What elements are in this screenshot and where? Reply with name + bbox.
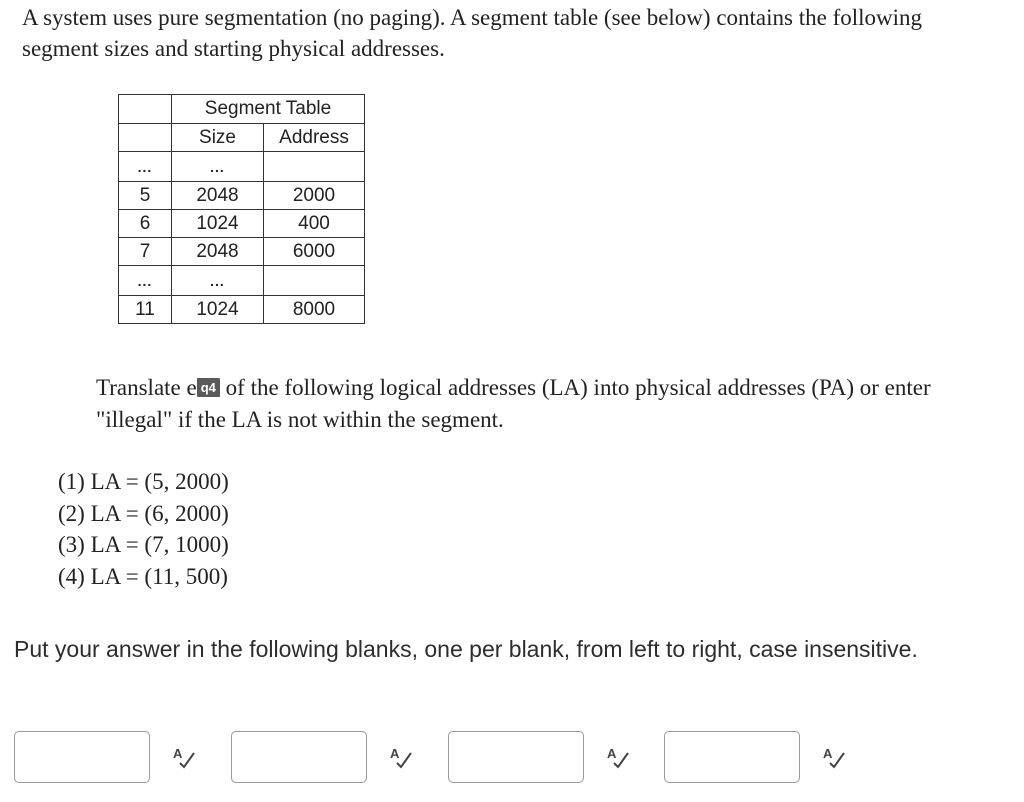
table-cell-size: 1024: [172, 296, 264, 324]
svg-text:A: A: [390, 746, 400, 761]
table-row: [119, 182, 365, 210]
svg-text:A: A: [823, 746, 833, 761]
logical-address-list: [58, 466, 229, 592]
list-item: (2) LA = (6, 2000): [58, 500, 229, 526]
table-header-size: Size: [172, 124, 264, 152]
svg-text:A: A: [607, 746, 617, 761]
table-cell-address: 400: [264, 210, 365, 238]
question-text: [96, 372, 996, 436]
table-cell-segment: 6: [119, 210, 172, 238]
table-cell-segment: ...: [137, 272, 153, 289]
table-row: [119, 238, 365, 266]
table-cell-size: ...: [210, 272, 225, 289]
spell-check-icon[interactable]: [389, 745, 413, 769]
spell-check-icon[interactable]: [606, 745, 630, 769]
spell-check-icon[interactable]: [822, 745, 846, 769]
table-cell-size: 1024: [172, 210, 264, 238]
table-cell-segment: ...: [137, 158, 153, 175]
table-header-address: Address: [264, 124, 365, 152]
table-row: [119, 210, 365, 238]
question-suffix: of the following logical addresses (LA) into physical addresses (PA) or enter "illegal" if the LA is not within the segment.: [96, 375, 931, 432]
question-prefix: Translate: [96, 375, 187, 400]
table-row: [119, 296, 365, 324]
list-item: (3) LA = (7, 1000): [58, 532, 229, 557]
table-title: Segment Table: [172, 95, 365, 124]
answer-input-2[interactable]: [231, 731, 367, 783]
answer-input-1[interactable]: [14, 731, 150, 783]
table-cell-segment: 11: [119, 296, 172, 324]
table-cell-address: 6000: [264, 238, 365, 266]
table-cell-address: [264, 266, 365, 296]
table-row: [119, 266, 365, 296]
table-cell-address: 2000: [264, 182, 365, 210]
question-partial-char: e: [186, 375, 197, 400]
table-cell-size: 2048: [172, 238, 264, 266]
table-corner-cell: [119, 95, 172, 124]
list-item: (4) LA = (11, 500): [58, 563, 228, 589]
answer-input-3[interactable]: [448, 731, 584, 783]
table-cell-address: 8000: [264, 296, 365, 324]
table-cell-address: [264, 152, 365, 182]
table-cell-size: ...: [210, 158, 225, 175]
answer-group-4: [664, 731, 846, 783]
segment-table: [118, 94, 365, 324]
table-cell-size: 2048: [172, 182, 264, 210]
list-item: (1) LA = (5, 2000): [58, 469, 229, 494]
table-header-segment: [119, 124, 172, 152]
instructions-text: Put your answer in the following blanks, one per blank, from left to right, case insensitive.: [14, 636, 918, 662]
table-row: [119, 152, 365, 182]
table-cell-segment: 5: [119, 182, 172, 210]
question-badge: q4: [197, 378, 220, 397]
answer-input-4[interactable]: [664, 731, 800, 783]
table-cell-segment: 7: [119, 238, 172, 266]
answer-group-1: [14, 731, 196, 783]
svg-text:A: A: [173, 746, 183, 761]
answer-group-2: [231, 731, 413, 783]
answer-group-3: [448, 731, 630, 783]
intro-text: A system uses pure segmentation (no paging). A segment table (see below) contains the following segment sizes and starting physical addresses.: [22, 5, 923, 61]
spell-check-icon[interactable]: [172, 745, 196, 769]
